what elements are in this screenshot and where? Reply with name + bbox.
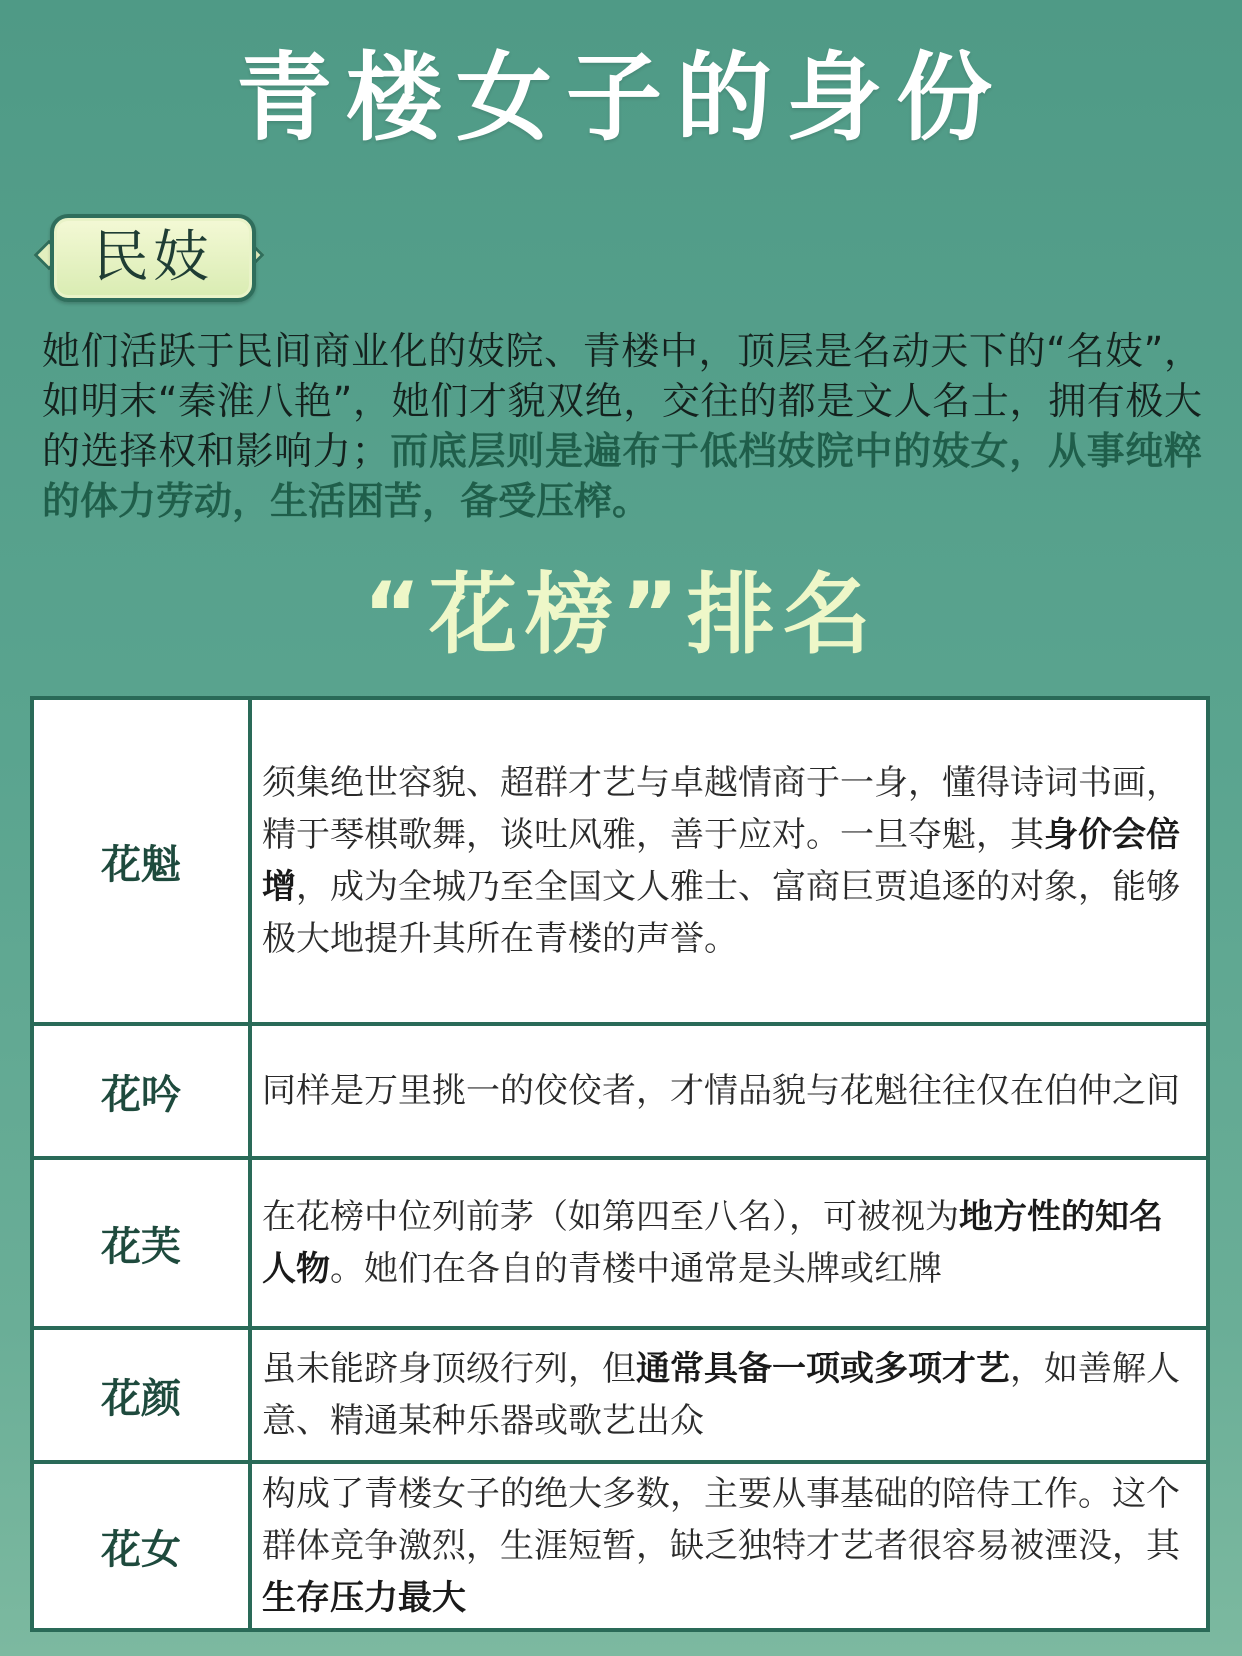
desc-bold-text: 身价会倍增 [262,815,1180,907]
desc-text: ，成为全城乃至全国文人雅士、富商巨贾追逐的对象，能够极大地提升其所在青楼的声誉。 [262,867,1180,959]
desc-bold-text: 生存压力最大 [262,1578,466,1618]
rank-name: 花芙 [34,1160,252,1326]
category-badge [36,210,262,298]
rank-description [262,1464,1196,1628]
rank-description [262,1026,1196,1156]
desc-text: 。她们在各自的青楼中通常是头牌或红牌 [330,1249,942,1289]
desc-text: 虽未能跻身顶级行列，但 [262,1349,636,1389]
rank-name: 花魁 [34,700,252,1022]
desc-text: 构成了青楼女子的绝大多数，主要从事基础的陪侍工作。这个群体竞争激烈，生涯短暂，缺乏独特才艺者很容易被湮没，其 [262,1474,1180,1566]
intro-paragraph [42,326,1202,526]
table-row [34,1026,1206,1160]
rank-name: 花女 [34,1464,252,1628]
ranking-title: “花榜”排名 [363,563,879,666]
desc-bold-text: 通常具备一项或多项才艺 [636,1349,1010,1389]
table-row [34,1330,1206,1464]
table-row [34,700,1206,1026]
desc-text: 同样是万里挑一的佼佼者，才情品貌与花魁往往仅在伯仲之间 [262,1071,1180,1111]
page-title: 青楼女子的身份 [236,42,1006,154]
intro-highlight-text: 而底层则是遍布于低档妓院中的妓女，从事纯粹的体力劳动，生活困苦，备受压榨。 [42,429,1202,523]
desc-bold-text: 地方性的知名人物 [262,1197,1163,1289]
rank-description [262,1330,1196,1460]
badge-label: 民妓 [93,225,213,290]
ranking-table [30,696,1210,1632]
rank-description [262,1160,1196,1326]
rank-name: 花颜 [34,1330,252,1460]
table-row [34,1464,1206,1628]
rank-name: 花吟 [34,1026,252,1156]
intro-normal-text: 她们活跃于民间商业化的妓院、青楼中，顶层是名动天下的“名妓”，如明末“秦淮八艳”，她们才貌双绝，交往的都是文人名士，拥有极大的选择权和影响力； [42,329,1202,473]
desc-text: 在花榜中位列前茅（如第四至八名），可被视为 [262,1197,959,1237]
desc-text: ，如善解人意、精通某种乐器或歌艺出众 [262,1349,1180,1441]
table-row [34,1160,1206,1330]
desc-text: 须集绝世容貌、超群才艺与卓越情商于一身，懂得诗词书画，精于琴棋歌舞，谈吐风雅，善于应对。一旦夺魁，其 [262,763,1180,855]
rank-description [262,700,1196,1022]
